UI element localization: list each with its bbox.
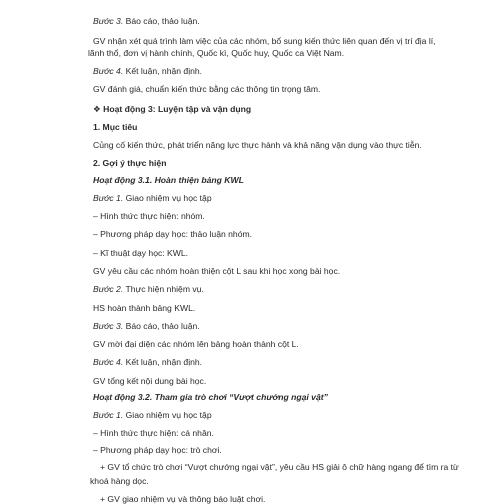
step-text: Kết luận, nhận định. [123,66,203,76]
paragraph-line: GV nhận xét quá trình làm việc của các nhóm, bổ sung kiến thức liên quan đến vị trí địa lí, [93,36,436,46]
step-3-line [93,321,200,331]
section-heading: 1. Mục tiêu [93,122,138,132]
list-item: – Kĩ thuật dạy học: KWL. [93,248,189,258]
step-1-line [93,410,212,420]
paragraph-line: GV tổng kết nội dung bài học. [93,376,207,386]
step-1-line [93,193,212,203]
paragraph-line: GV mời đại diện các nhóm lên bảng hoàn thành cột L. [93,339,299,349]
activity-heading [93,104,251,114]
step-4-line [93,66,202,76]
diamond-bullet-icon: ❖ [93,104,101,114]
list-item: + GV tổ chức trò chơi “Vượt chướng ngại vật”, yêu cầu HS giải ô chữ hàng ngang để tìm ra từ [100,462,459,472]
step-3-line [93,16,200,26]
step-label: Bước 3. [93,16,124,26]
paragraph-line: GV đánh giá, chuẩn kiến thức bằng các thông tin trọng tâm. [93,84,321,94]
section-heading: 2. Gợi ý thực hiện [93,158,167,168]
list-item: – Hình thức thực hiện: cá nhân. [93,428,214,438]
step-text: Báo cáo, thảo luận. [123,321,200,331]
activity-title: Hoạt động 3: Luyện tập và vận dụng [103,104,252,114]
step-label: Bước 4. [93,66,124,76]
subactivity-heading: Hoạt động 3.1. Hoàn thiện bảng KWL [93,175,244,185]
step-4-line [93,357,202,367]
step-text: Thực hiện nhiệm vụ. [123,284,204,294]
step-label: Bước 1. [93,410,124,420]
list-item: – Phương pháp dạy học: thảo luận nhóm. [93,229,253,239]
step-text: Giao nhiệm vụ học tập [123,193,212,203]
paragraph-line: lãnh thổ, đơn vị hành chính, Quốc kì, Quốc huy, Quốc ca Việt Nam. [88,48,345,58]
step-text: Kết luận, nhận định. [123,357,203,367]
list-item: – Phương pháp dạy học: trò chơi. [93,445,222,455]
paragraph-line: HS hoàn thành bảng KWL. [93,303,196,313]
step-label: Bước 1. [93,193,124,203]
step-label: Bước 3. [93,321,124,331]
paragraph-line: khoá hàng dọc. [90,476,149,486]
step-text: Báo cáo, thảo luận. [123,16,200,26]
paragraph-line: GV yêu cầu các nhóm hoàn thiện cột L sau khi học xong bài học. [93,266,341,276]
step-label: Bước 2. [93,284,124,294]
step-2-line [93,284,204,294]
subactivity-heading: Hoạt động 3.2. Tham gia trò chơi “Vượt chướng ngại vật” [93,392,328,402]
step-label: Bước 4. [93,357,124,367]
list-item: – Hình thức thực hiện: nhóm. [93,211,205,221]
list-item: + GV giao nhiệm vụ và thông báo luật chơi. [100,494,266,504]
step-text: Giao nhiệm vụ học tập [123,410,212,420]
paragraph-line: Củng cố kiến thức, phát triển năng lực thực hành và khả năng vận dụng vào thực tiễn. [93,140,422,150]
